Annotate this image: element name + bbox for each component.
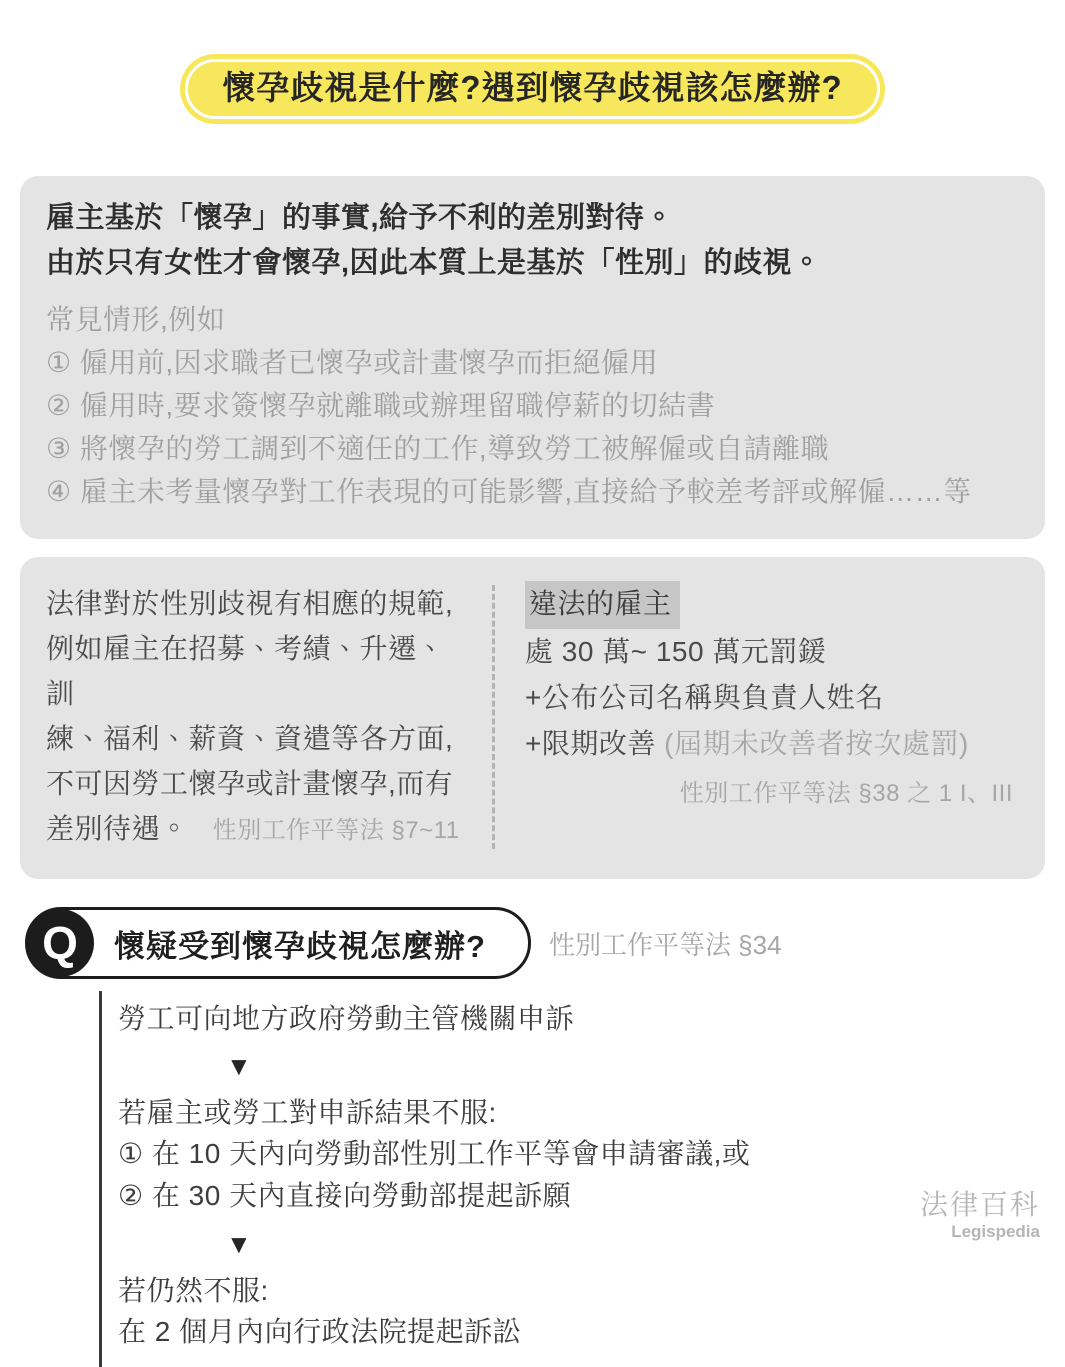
law-citation-left: 性別工作平等法 §7~11 xyxy=(212,817,460,844)
case-item-4: ④ 雇主未考量懷孕對工作表現的可能影響,直接給予較差考評或解僱……等 xyxy=(46,476,972,507)
procedure-flowchart xyxy=(99,991,1065,1367)
title-pill-outer xyxy=(180,54,884,124)
law-box xyxy=(20,557,1045,879)
definition-line-2: 由於只有女性才會懷孕,因此本質上是基於「性別」的歧視。 xyxy=(46,247,822,279)
logo-subtitle: Legispedia xyxy=(951,1222,1040,1241)
definition-box xyxy=(20,176,1045,539)
law-line-3: 練、福利、薪資、資遣等各方面, xyxy=(46,723,454,754)
penalty-fine-line: 處 30 萬~ 150 萬元罰鍰 xyxy=(525,636,827,667)
title-pill-inner xyxy=(185,59,879,119)
penalty-improve-note: (屆期未改善者按次處罰) xyxy=(664,728,969,759)
flow-step-3-text: 在 2 個月內向行政法院提起訴訟 xyxy=(118,1316,522,1347)
case-item-3: ③ 將懷孕的勞工調到不適任的工作,導致勞工被解僱或自請離職 xyxy=(46,433,830,464)
law-line-5-text: 差別待遇。 xyxy=(46,813,189,844)
penalty-heading-row xyxy=(525,581,1019,629)
law-description-column xyxy=(20,581,492,853)
flow-step-3 xyxy=(118,1271,1065,1353)
page-title: 懷孕歧視是什麼?遇到懷孕歧視該怎麼辦? xyxy=(222,69,843,106)
down-arrow-icon: ▼ xyxy=(226,1051,253,1081)
question-citation: 性別工作平等法 §34 xyxy=(548,929,782,960)
site-logo xyxy=(920,1189,1040,1243)
question-text: 懷疑受到懷孕歧視怎麼辦? xyxy=(114,928,486,964)
law-citation-right: 性別工作平等法 §38 之 1 I、III xyxy=(679,780,1013,807)
penalty-improve-main: +限期改善 xyxy=(525,728,656,759)
question-pill xyxy=(25,907,531,979)
common-cases-list xyxy=(46,298,1019,513)
case-item-1: ① 僱用前,因求職者已懷孕或計畫懷孕而拒絕僱用 xyxy=(46,347,659,378)
flow-step-2-option-1: ① 在 10 天內向勞動部性別工作平等會申請審議,或 xyxy=(118,1138,751,1169)
question-row xyxy=(25,907,1065,979)
penalty-publish-line: +公布公司名稱與負責人姓名 xyxy=(525,682,884,713)
title-banner xyxy=(0,0,1065,124)
logo-name: 法律百科 xyxy=(919,1189,1040,1220)
q-badge: Q xyxy=(26,909,94,977)
law-line-2: 例如雇主在招募、考績、升遷、訓 xyxy=(46,633,446,709)
flow-step-2-heading: 若雇主或勞工對申訴結果不服: xyxy=(118,1097,497,1128)
flow-step-2-option-2: ② 在 30 天內直接向勞動部提起訴願 xyxy=(118,1180,572,1211)
definition-line-1: 雇主基於「懷孕」的事實,給予不利的差別對待。 xyxy=(46,202,675,234)
law-line-4: 不可因勞工懷孕或計畫懷孕,而有 xyxy=(46,768,454,799)
common-cases-intro: 常見情形,例如 xyxy=(46,304,226,335)
case-item-2: ② 僱用時,要求簽懷孕就離職或辦理留職停薪的切結書 xyxy=(46,390,716,421)
penalty-column xyxy=(495,581,1045,853)
penalty-improve-line xyxy=(525,721,1019,767)
illegal-employer-heading: 違法的雇主 xyxy=(525,581,680,629)
law-line-5 xyxy=(46,806,472,853)
law-line-1: 法律對於性別歧視有相應的規範, xyxy=(46,588,454,619)
flow-step-3-heading: 若仍然不服: xyxy=(118,1275,269,1306)
down-arrow-icon: ▼ xyxy=(226,1229,253,1259)
flow-step-1: 勞工可向地方政府勞動主管機關申訴 xyxy=(118,1003,575,1034)
